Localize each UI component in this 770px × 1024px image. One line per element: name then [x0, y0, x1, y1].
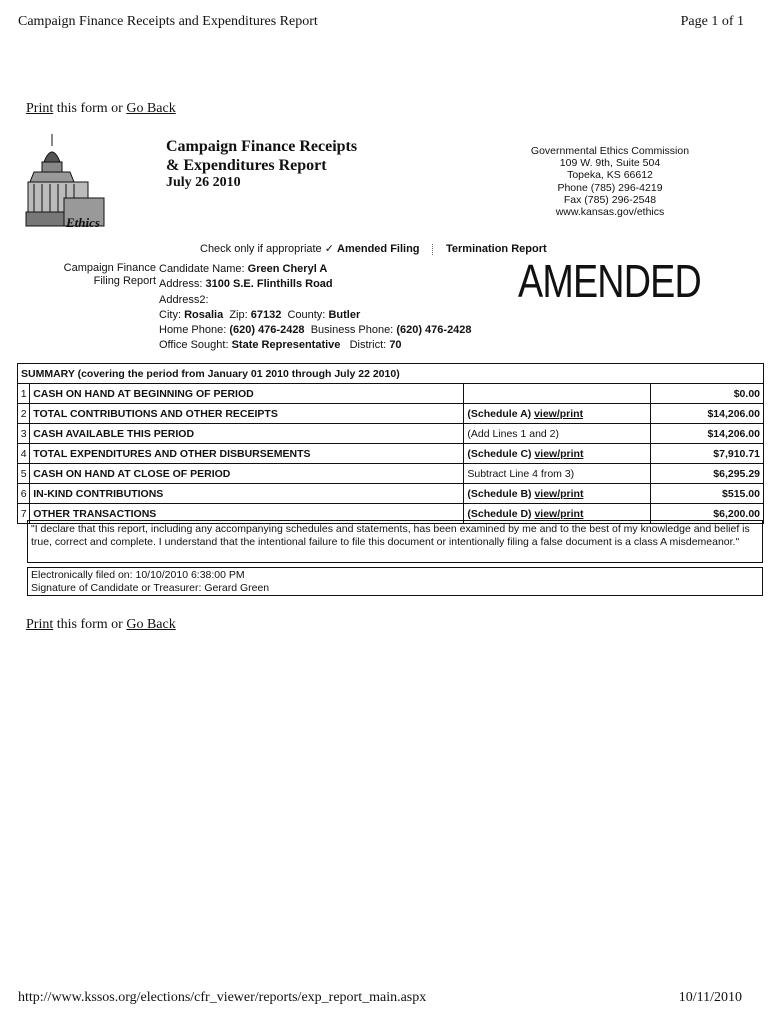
- signature-row: [31, 582, 759, 595]
- row-label: OTHER TRANSACTIONS: [30, 504, 464, 524]
- row-label: TOTAL EXPENDITURES AND OTHER DISBURSEMENTS: [30, 444, 464, 464]
- row-amount: $6,200.00: [650, 504, 763, 524]
- home-phone-value: (620) 476-2428: [229, 324, 305, 337]
- electronic-filing-box: [27, 567, 763, 596]
- print-link[interactable]: Print: [26, 101, 54, 116]
- row-schedule: [464, 464, 651, 484]
- row-amount: $14,206.00: [650, 424, 763, 444]
- county-label: County:: [287, 308, 326, 321]
- row-number: 6: [18, 484, 30, 504]
- commission-phone: Phone (785) 296-4219: [557, 181, 663, 194]
- schedule-c-view-print-link[interactable]: view/print: [534, 447, 584, 460]
- candidate-info: [159, 262, 472, 354]
- commission-fax: Fax (785) 296-2548: [563, 193, 657, 206]
- nav-connector-text: this form or: [53, 617, 127, 632]
- footer-date: 10/11/2010: [678, 990, 742, 1005]
- zip-label: Zip:: [229, 308, 248, 321]
- table-row: [18, 484, 764, 504]
- city-value: Rosalia: [184, 308, 224, 321]
- schedule-text: (Add Lines 1 and 2): [467, 427, 560, 440]
- candidate-name-label: Candidate Name:: [159, 263, 245, 275]
- office-label: Office Sought:: [159, 339, 229, 352]
- candidate-name-row: [159, 262, 472, 277]
- row-schedule: [464, 424, 651, 444]
- row-number: 1: [18, 384, 30, 404]
- report-title-line1: Campaign Finance Receipts: [166, 138, 358, 155]
- report-date: July 26 2010: [166, 175, 241, 190]
- page-number: Page 1 of 1: [680, 14, 744, 29]
- summary-heading: SUMMARY (covering the period from January 01 2010 through July 22 2010): [18, 364, 764, 384]
- footer-url: http://www.kssos.org/elections/cfr_viewer/reports/exp_report_main.aspx: [18, 990, 427, 1005]
- business-phone-value: (620) 476-2428: [396, 324, 472, 337]
- row-label: CASH ON HAND AT CLOSE OF PERIOD: [30, 464, 464, 484]
- phone-row: [159, 323, 472, 338]
- schedule-text: Subtract Line 4 from 3): [467, 467, 575, 480]
- row-label: CASH ON HAND AT BEGINNING OF PERIOD: [30, 384, 464, 404]
- filed-on-value: 10/10/2010 6:38:00 PM: [135, 569, 245, 581]
- district-value: 70: [389, 339, 402, 352]
- termination-report-label: Termination Report: [446, 243, 547, 255]
- table-row: [18, 424, 764, 444]
- home-phone-label: Home Phone:: [159, 324, 227, 337]
- address-value: 3100 S.E. Flinthills Road: [205, 278, 333, 291]
- row-number: 2: [18, 404, 30, 424]
- row-number: 4: [18, 444, 30, 464]
- address-row: [159, 277, 472, 292]
- city-label: City:: [159, 308, 181, 321]
- commission-web: www.kansas.gov/ethics: [555, 206, 665, 219]
- office-row: [159, 338, 472, 353]
- ethics-logo-text: Ethics: [66, 215, 100, 230]
- amended-stamp: AMENDED: [518, 255, 701, 307]
- filing-report-label: [52, 262, 156, 288]
- district-label: District:: [349, 339, 387, 352]
- commission-name: Governmental Ethics Commission: [530, 145, 690, 157]
- nav-connector-text: this form or: [53, 101, 127, 116]
- address2-label: Address2:: [159, 293, 209, 306]
- schedule-d-view-print-link[interactable]: view/print: [534, 507, 584, 520]
- business-phone-label: Business Phone:: [310, 324, 394, 337]
- row-amount: $6,295.29: [650, 464, 763, 484]
- row-schedule: [464, 444, 651, 464]
- row-number: 3: [18, 424, 30, 444]
- report-title: [166, 137, 357, 175]
- row-schedule: [464, 484, 651, 504]
- nav-bottom: [26, 617, 176, 633]
- filed-on-label: Electronically filed on:: [31, 569, 133, 581]
- schedule-a-view-print-link[interactable]: view/print: [534, 407, 584, 420]
- address-label: Address:: [159, 278, 203, 291]
- row-number: 7: [18, 504, 30, 524]
- signature-value: Gerard Green: [204, 581, 270, 594]
- table-row: [18, 384, 764, 404]
- row-label: CASH AVAILABLE THIS PERIOD: [30, 424, 464, 444]
- table-row: [18, 444, 764, 464]
- schedule-text: (Schedule A): [467, 407, 535, 420]
- schedule-text: (Schedule B): [467, 487, 535, 500]
- nav-top: [26, 101, 176, 117]
- go-back-link[interactable]: Go Back: [126, 617, 176, 632]
- county-value: Butler: [328, 308, 361, 321]
- schedule-b-view-print-link[interactable]: view/print: [534, 487, 584, 500]
- report-title-line2: & Expenditures Report: [166, 157, 327, 174]
- row-number: 5: [18, 464, 30, 484]
- city-row: [159, 308, 472, 323]
- termination-checkbox: [432, 244, 434, 255]
- row-amount: $14,206.00: [650, 404, 763, 424]
- row-label: TOTAL CONTRIBUTIONS AND OTHER RECEIPTS: [30, 404, 464, 424]
- print-link[interactable]: Print: [26, 617, 54, 632]
- go-back-link[interactable]: Go Back: [126, 101, 176, 116]
- commission-city: Topeka, KS 66612: [567, 169, 653, 182]
- row-amount: $515.00: [650, 484, 763, 504]
- check-prompt: Check only if appropriate: [200, 243, 322, 255]
- commission-address-block: [520, 145, 700, 218]
- filing-label-line2: Filing Report: [93, 275, 156, 287]
- browser-print-header-title: Campaign Finance Receipts and Expenditures Report: [18, 14, 318, 29]
- filing-label-line1: Campaign Finance: [63, 262, 156, 274]
- zip-value: 67132: [250, 308, 282, 321]
- schedule-text: (Schedule C): [467, 447, 535, 460]
- filed-on-row: [31, 569, 759, 582]
- address2-row: [159, 293, 472, 308]
- filing-type-check-row: [200, 242, 547, 255]
- summary-heading-row: [18, 364, 764, 384]
- row-schedule: [464, 404, 651, 424]
- commission-street: 109 W. 9th, Suite 504: [559, 157, 661, 170]
- row-amount: $7,910.71: [650, 444, 763, 464]
- table-row: [18, 404, 764, 424]
- office-value: State Representative: [231, 339, 341, 352]
- row-schedule: [464, 384, 651, 404]
- amended-filing-label: Amended Filing: [337, 243, 420, 255]
- row-label: IN-KIND CONTRIBUTIONS: [30, 484, 464, 504]
- summary-table: [17, 363, 764, 524]
- signature-label: Signature of Candidate or Treasurer:: [31, 581, 202, 594]
- row-amount: $0.00: [650, 384, 763, 404]
- schedule-text: (Schedule D): [467, 507, 535, 520]
- declaration-statement: "I declare that this report, including any accompanying schedules and statements, has been examined by me and to the best of my knowledge and belief is true, correct and complete. I understand that the intentional failure to file this document or intentionally filing a false document is a class A misdemeanor.": [27, 520, 763, 563]
- table-row: [18, 464, 764, 484]
- candidate-name: Green Cheryl A: [247, 263, 328, 275]
- amended-checkmark: ✓: [324, 243, 334, 255]
